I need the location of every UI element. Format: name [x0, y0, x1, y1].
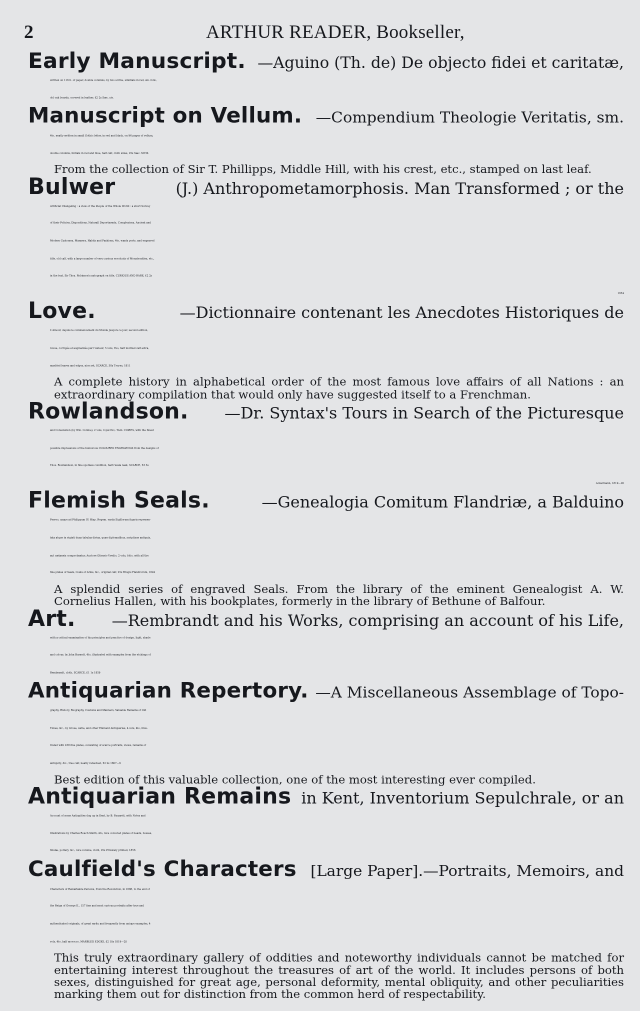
entry-headword: Antiquarian Repertory.	[28, 678, 309, 704]
entry-heading-line	[28, 856, 624, 882]
entry-text-line: written on 116 ll. of paper, double columns, by two scribe, simitials in red, sm. folio,	[50, 78, 157, 82]
entry-text-line: antiquity, &c., tree calf, neatly rebacked, £2 2s 1807—9	[50, 761, 121, 765]
entry-text-line: revue, corrigée et augmentée par l'Auteur, 5 vols, 8vo, half mottled calf extra,	[50, 346, 150, 350]
entry-heading-rest: in Kent, Inventorium Sepulchrale, or an	[301, 788, 624, 808]
entry-text-line: possible impressions of the humorous COLOURED ENGRAVINGS from the designs of	[50, 446, 159, 450]
entry-text-line: with a critical examination of his principles and practice of design, light, shade	[50, 636, 151, 640]
entry-text-line: Artificial Changeling : a view of the People of the Whole World : a short Survey	[50, 204, 151, 208]
entry-text-line: vols, 4to, half morocco, MARBLED EDGES, £2 10s 1819—20	[50, 940, 127, 944]
entry-text-line: Thos. Rowlandson, in fine spotless condition, half russia neat, SCARCE, £3 3s	[50, 464, 149, 468]
entry-text-line: fine plates of Seals, Coats of Arms, &c., original calf, 25s Brugis Flandrorum, 1642	[50, 571, 156, 575]
catalogue-entries	[28, 49, 624, 1003]
entry-text-line: Modern Customes, Manners, Habits and Fashions, 4to, wants ports. and engraved	[50, 239, 155, 243]
entry-heading-rest: —A Miscellaneous Assemblage of Topo-	[315, 683, 624, 702]
entry-text-line: in the text, Sir Thos. Robinson's autograph on title, CURIOUS AND RARE, £2 2s	[50, 274, 152, 278]
entry-text-line: Rembrandt, cloth, SCARCE, £1 1s 1859	[50, 671, 101, 675]
entry-text-line: Ferreo, usque ad Philippum IV. Hisp. Regem. variis Sigillorum figuris represen-	[50, 518, 151, 522]
entry-heading-rest: (J.) Anthropometamorphosis. Man Transformed ; or the	[175, 178, 624, 198]
entry-heading-rest: —Genealogia Comitum Flandriæ, a Balduino	[261, 493, 624, 512]
page-header	[0, 22, 640, 48]
catalogue-entry	[28, 489, 624, 609]
entry-heading-rest: —Dictionnaire contenant les Anecdotes Historiques de	[179, 303, 624, 323]
entry-text-line: old oak boards, covered in leather, £2 2s Sæc. xiv.	[50, 96, 114, 100]
entry-text-line: Account of some Antiquities dug up in Kent, by B. Faussett, with Notes and	[50, 814, 146, 818]
entry-headword: Early Manuscript.	[28, 49, 246, 74]
entry-text-line: the Reign of George II., 157 fine and most curious portraits after true and	[50, 905, 145, 909]
running-title: ARTHUR READER, Bookseller,	[206, 22, 465, 43]
entry-note: This truly extraordinary gallery of oddities and noteworthy individuals cannot be matched for entertaining interest throughout the treasures of art of the world. It includes persons of both sexes, distinguished for great age, personal deformity, mental obliquity, and other peculiarities marking them out for distinction from the common herd of respectability.	[54, 950, 624, 1002]
catalogue-entry	[28, 399, 624, 492]
entry-note: A splendid series of engraved Seals. From the library of the eminent Genealogist A. W. Cornelius Hallen, with his bookplates, formerly in the library of Bethune of Balfour.	[54, 581, 624, 609]
entry-text-line: Characters of Remarkable Persons, from the Revolution, in 1688, to the end of	[50, 887, 150, 891]
entry-text-line: 1654	[617, 291, 624, 295]
catalogue-entry	[28, 606, 624, 681]
entry-text-line: Ackermann, 1819—20	[595, 481, 624, 485]
entry-heading-rest: —Rembrandt and his Works, comprising an account of his Life,	[111, 610, 624, 630]
entry-text-line: of their Policies, Dispositions, Naturall Deportments, Complexions, Ancient and	[50, 222, 151, 226]
entry-text-line: graphy, History, Biography, Customs and Manners, Valuable Remains of Old	[50, 709, 147, 713]
entry-text-line: Times, &c., by Grose, Astle, and other Eminent Antiquaries, 4 vols, 4to, illus-	[50, 726, 148, 730]
entry-heading-rest: [Large Paper].—Portraits, Memoirs, and	[310, 861, 624, 880]
entry-text-line: and colour, by John Burnett, 4to, illustrated with examples from the etchings of	[50, 653, 151, 657]
entry-heading-rest: —Compendium Theologie Veritatis, sm.	[315, 108, 624, 127]
entry-headword: Love.	[28, 299, 96, 325]
entry-headword: Caulfield's Characters	[28, 856, 297, 882]
entry-text-line: 4to, neatly written in small Gothic letter, in red and black, on 96 pages of vellum,	[50, 134, 154, 138]
catalogue-entry	[28, 299, 624, 401]
catalogue-entry	[28, 103, 624, 177]
entry-heading-line	[28, 678, 624, 704]
entry-note: From the collection of Sir T. Phillipps, Middle Hill, with his crest, etc., stamped on last leaf.	[54, 162, 592, 177]
entry-headword: Rowlandson.	[28, 399, 189, 425]
entry-heading-line	[28, 174, 624, 200]
entry-text-line: and Consolation (by Wm. Combe), 2 vols, royal 8vo, TALL COPIES, with the finest	[50, 429, 154, 433]
entry-text-line: double columns, Initials in red and blue, half calf, cloth sides, 25s Sæc. XIVth	[50, 152, 149, 156]
entry-text-line: trated with 238 fine plates, consisting of scarce portraits, views, remains of	[50, 744, 147, 748]
entry-text-line: authenticated originals, of great rarity and frequently from unique examples, 4	[50, 922, 151, 926]
catalogue-entry	[28, 678, 624, 787]
entry-note: Best edition of this valuable collection, one of the most interesting ever compiled.	[54, 772, 536, 787]
entry-text-line: tata atque in viginti duas tabulas divisa, quae diplomatibus, scriptisue antiquis,	[50, 536, 151, 540]
entry-text-line: title, old calf, with a large number of very curious woodcuts of Monstrosities, etc.,	[50, 257, 155, 261]
page-number: 2	[24, 22, 34, 43]
entry-text-line: aut cætaneis comprobantur, Auctore Olivario Vredio, 2 vols, folio, with all the	[50, 553, 149, 557]
entry-heading-line	[28, 784, 624, 810]
catalogue-entry	[28, 174, 624, 303]
entry-heading-line	[28, 606, 624, 632]
catalogue-entry	[28, 856, 624, 1002]
entry-heading-line	[28, 489, 624, 514]
entry-heading-line	[28, 399, 624, 425]
entry-headword: Flemish Seals.	[28, 489, 210, 514]
catalogue-entry	[28, 784, 624, 860]
entry-headword: Antiquarian Remains	[28, 784, 292, 810]
entry-headword: Manuscript on Vellum.	[28, 103, 303, 129]
entry-text-line: marbled leaves and edges, nice set, SCARCE, 38s Troyes, 1811	[50, 364, 131, 368]
entry-heading-line	[28, 49, 624, 74]
entry-text-line: L'Amour, depuis le commencement du Monde jusqu'a ce jour, second edition,	[50, 329, 149, 333]
entry-headword: Bulwer	[28, 174, 116, 200]
entry-text-line: Illustrations by Charles Roach Smith, 4to, nice coloured plates of beads, bosses,	[50, 831, 152, 835]
entry-heading-line	[28, 299, 624, 325]
entry-heading-rest: —Aguino (Th. de) De objecto fidei et caritatæ,	[257, 52, 624, 72]
catalogue-entry	[28, 49, 624, 107]
entry-text-line: fibulæ, pottery, &c., nice volume, cloth, 25s Privately printed, 1856	[50, 849, 136, 853]
entry-headword: Art.	[28, 606, 76, 632]
entry-heading-line	[28, 103, 624, 129]
entry-heading-rest: —Dr. Syntax's Tours in Search of the Picturesque	[224, 403, 624, 423]
entry-note: A complete history in alphabetical order of the most famous love affairs of all Nations : an extraordinary compilation that would only have suggested itself to a Frenchman.	[54, 374, 624, 401]
